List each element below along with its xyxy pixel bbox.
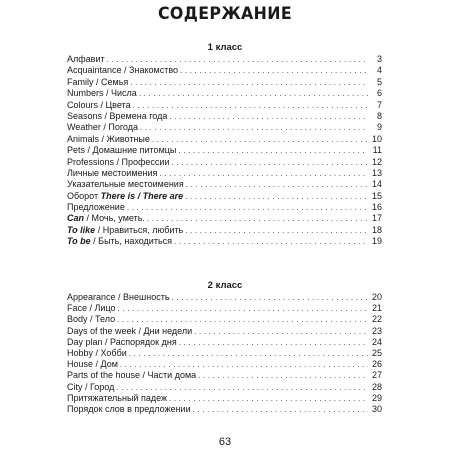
toc-entry-title [67, 213, 145, 224]
toc-entry-russian: / Хобби [93, 347, 127, 358]
dot-leader [186, 179, 368, 190]
toc-entry-page-number: 11 [372, 145, 382, 156]
toc-entry-title [67, 88, 137, 99]
dot-leader [120, 359, 368, 370]
toc-entry-page-number: 19 [371, 236, 382, 247]
toc-entry-russian: Предложение [67, 202, 125, 213]
toc-entry[interactable] [67, 393, 382, 404]
toc-entry[interactable] [67, 100, 382, 111]
toc-entry[interactable] [67, 382, 382, 393]
toc-entry-russian: / Лицо [87, 303, 116, 314]
dot-leader [107, 54, 368, 65]
toc-entry[interactable] [67, 292, 382, 303]
dot-leader [133, 100, 368, 111]
toc-entry-english: Pets [67, 145, 86, 156]
toc-entry-russian: / Домашние питомцы [85, 145, 177, 156]
toc-entry-title [67, 122, 138, 133]
dot-leader [152, 134, 368, 145]
toc-entry-phrase: To like [67, 224, 96, 235]
dot-leader [147, 213, 368, 224]
dot-leader [174, 236, 368, 247]
toc-entry-russian: / Тело [87, 314, 116, 325]
toc-entry-english: Face [67, 303, 88, 314]
toc-entry-page-number: 29 [371, 392, 382, 403]
page-number: 63 [218, 436, 232, 448]
toc-entry-page-number: 15 [371, 190, 382, 201]
section-heading-grade-1: 1 класс [207, 42, 243, 53]
dot-leader [198, 370, 368, 381]
toc-entry-title [67, 393, 167, 404]
page-title: СОДЕРЖАНИЕ [157, 4, 293, 24]
toc-entry[interactable] [67, 326, 382, 337]
toc-entry[interactable] [67, 213, 382, 224]
toc-entry-title [67, 100, 131, 111]
toc-entry[interactable] [67, 202, 382, 213]
toc-entry-russian: Притяжательный падеж [67, 392, 168, 403]
toc-entry-russian: / Распорядок дня [102, 336, 177, 347]
toc-entry-english: Hobby [67, 347, 94, 358]
toc-entry[interactable] [67, 314, 382, 325]
toc-entry[interactable] [67, 111, 382, 122]
toc-entry[interactable] [67, 370, 382, 381]
toc-entry-title [67, 54, 105, 65]
toc-entry-russian: Порядок слов в предложении [67, 403, 191, 414]
toc-entry-title [67, 145, 176, 156]
toc-entry-russian: Алфавит [67, 54, 105, 64]
toc-entry-russian: Оборот [67, 190, 101, 201]
toc-entry[interactable] [67, 134, 382, 145]
toc-entry-translation: / Нравиться, любить [95, 224, 184, 235]
toc-entry-page-number: 21 [371, 303, 382, 314]
toc-entry-english: Days of the week [67, 325, 137, 336]
toc-entry-title [67, 168, 157, 179]
dot-leader [169, 111, 368, 122]
toc-list-grade-2 [67, 292, 382, 415]
dot-leader [185, 225, 368, 236]
dot-leader [116, 382, 368, 393]
toc-entry[interactable] [67, 122, 382, 133]
dot-leader [117, 314, 368, 325]
toc-entry-russian: / Семья [93, 76, 129, 87]
toc-entry-page-number: 12 [371, 156, 382, 167]
toc-entry-page-number: 5 [376, 76, 382, 87]
toc-entry-russian: / Погода [100, 122, 138, 133]
toc-entry-russian: / Дни недели [136, 325, 193, 336]
toc-entry-english: Appearance [67, 292, 116, 302]
toc-entry-title [67, 179, 184, 190]
toc-entry-page-number: 23 [371, 325, 382, 336]
dot-leader [185, 191, 368, 202]
toc-entry-page-number: 4 [376, 65, 382, 76]
toc-list-grade-1 [67, 54, 382, 248]
toc-entry-page-number: 25 [371, 347, 382, 358]
toc-entry-page-number: 13 [371, 167, 382, 178]
toc-entry-title [67, 382, 114, 393]
toc-entry-page-number: 22 [371, 314, 382, 325]
toc-entry-page-number: 18 [371, 224, 382, 235]
toc-entry[interactable] [67, 404, 382, 415]
toc-entry-english: Colours [67, 99, 99, 110]
dot-leader [127, 202, 368, 213]
dot-leader [172, 292, 368, 303]
toc-entry-russian: / Дом [93, 359, 118, 370]
toc-entry-page-number: 20 [371, 292, 382, 302]
toc-entry[interactable] [67, 191, 382, 202]
toc-entry-title [67, 236, 172, 247]
toc-entry[interactable] [67, 54, 382, 65]
dot-leader [129, 348, 368, 359]
toc-entry-translation: / Быть, находиться [90, 236, 173, 247]
toc-entry-title [67, 157, 169, 168]
dot-leader [193, 404, 368, 415]
toc-entry-page-number: 16 [371, 202, 382, 213]
toc-entry-title [67, 191, 183, 202]
toc-entry-russian: / Времена года [102, 110, 168, 121]
dot-leader [178, 145, 368, 156]
toc-entry-russian: Указательные местоимения [67, 179, 184, 190]
dot-leader [194, 326, 368, 337]
toc-entry-russian: / Цвета [98, 99, 131, 110]
toc-entry[interactable] [67, 77, 382, 88]
toc-entry-page-number: 14 [371, 179, 382, 190]
toc-entry-page-number: 10 [371, 133, 382, 144]
dot-leader [179, 337, 368, 348]
toc-entry[interactable] [67, 88, 382, 99]
toc-entry[interactable] [67, 225, 382, 236]
toc-entry-english: Family [67, 76, 94, 87]
toc-entry-title [67, 292, 170, 303]
toc-entry-page-number: 30 [371, 403, 382, 414]
toc-entry-english: Weather [67, 122, 101, 133]
toc-entry-russian: Личные местоимения [67, 167, 158, 178]
toc-entry-title [67, 303, 116, 314]
toc-entry-russian: / Части дома [140, 370, 197, 381]
toc-entry[interactable] [67, 348, 382, 359]
dot-leader [140, 122, 368, 133]
toc-entry-phrase: To be [67, 236, 91, 247]
toc-entry-title [67, 370, 196, 381]
toc-entry-title [67, 326, 192, 337]
toc-entry-russian: / Профессии [114, 156, 170, 167]
toc-entry-title [67, 314, 115, 325]
toc-entry-russian: / Город [82, 381, 115, 392]
toc-entry-page-number: 6 [376, 88, 382, 99]
section-heading-grade-2: 2 класс [207, 280, 243, 291]
toc-entry-english: Numbers [67, 88, 104, 99]
toc-entry-translation: / Мочь, уметь. [84, 213, 145, 224]
toc-entry-english: Day plan [67, 336, 103, 347]
toc-entry-english: City [67, 381, 83, 392]
dot-leader [159, 168, 368, 179]
toc-entry-title [67, 202, 125, 213]
dot-leader [180, 65, 368, 76]
toc-entry-title [67, 65, 178, 76]
toc-entry[interactable] [67, 179, 382, 190]
toc-entry-page-number: 3 [376, 54, 382, 64]
dot-leader [139, 88, 368, 99]
toc-entry-title [67, 359, 118, 370]
toc-entry-russian: / Животные [99, 133, 150, 144]
dot-leader [171, 157, 368, 168]
toc-entry-title [67, 77, 128, 88]
dot-leader [118, 303, 368, 314]
toc-entry-english: Animals [67, 133, 100, 144]
dot-leader [169, 393, 368, 404]
toc-entry-page-number: 27 [371, 370, 382, 381]
toc-entry-english: Body [67, 314, 88, 325]
toc-entry-page-number: 8 [376, 110, 382, 121]
toc-entry-title [67, 134, 150, 145]
toc-entry-page-number: 17 [371, 213, 382, 224]
toc-entry[interactable] [67, 168, 382, 179]
toc-entry-russian: / Внешность [115, 292, 170, 302]
toc-entry-phrase: There is / There are [100, 190, 184, 201]
toc-entry[interactable] [67, 65, 382, 76]
toc-entry[interactable] [67, 145, 382, 156]
toc-entry-title [67, 337, 177, 348]
toc-entry-title [67, 404, 191, 415]
dot-leader [130, 77, 368, 88]
toc-entry[interactable] [67, 337, 382, 348]
toc-entry-page-number: 26 [371, 359, 382, 370]
toc-entry-phrase: Can [67, 213, 85, 224]
toc-entry[interactable] [67, 303, 382, 314]
toc-entry-english: House [67, 359, 94, 370]
toc-entry-page-number: 9 [376, 122, 382, 133]
toc-entry-russian: / Числа [103, 88, 137, 99]
toc-entry[interactable] [67, 236, 382, 247]
toc-entry-english: Professions [67, 156, 115, 167]
toc-entry[interactable] [67, 359, 382, 370]
toc-entry[interactable] [67, 157, 382, 168]
toc-entry-page-number: 7 [376, 99, 382, 110]
toc-entry-title [67, 348, 127, 359]
toc-entry-title [67, 111, 167, 122]
toc-entry-page-number: 28 [371, 381, 382, 392]
toc-entry-page-number: 24 [371, 336, 382, 347]
toc-entry-russian: / Знакомство [121, 65, 178, 76]
toc-entry-english: Acquaintance [67, 65, 122, 76]
toc-entry-english: Parts of the house [67, 370, 141, 381]
toc-entry-english: Seasons [67, 110, 103, 121]
toc-entry-title [67, 225, 183, 236]
